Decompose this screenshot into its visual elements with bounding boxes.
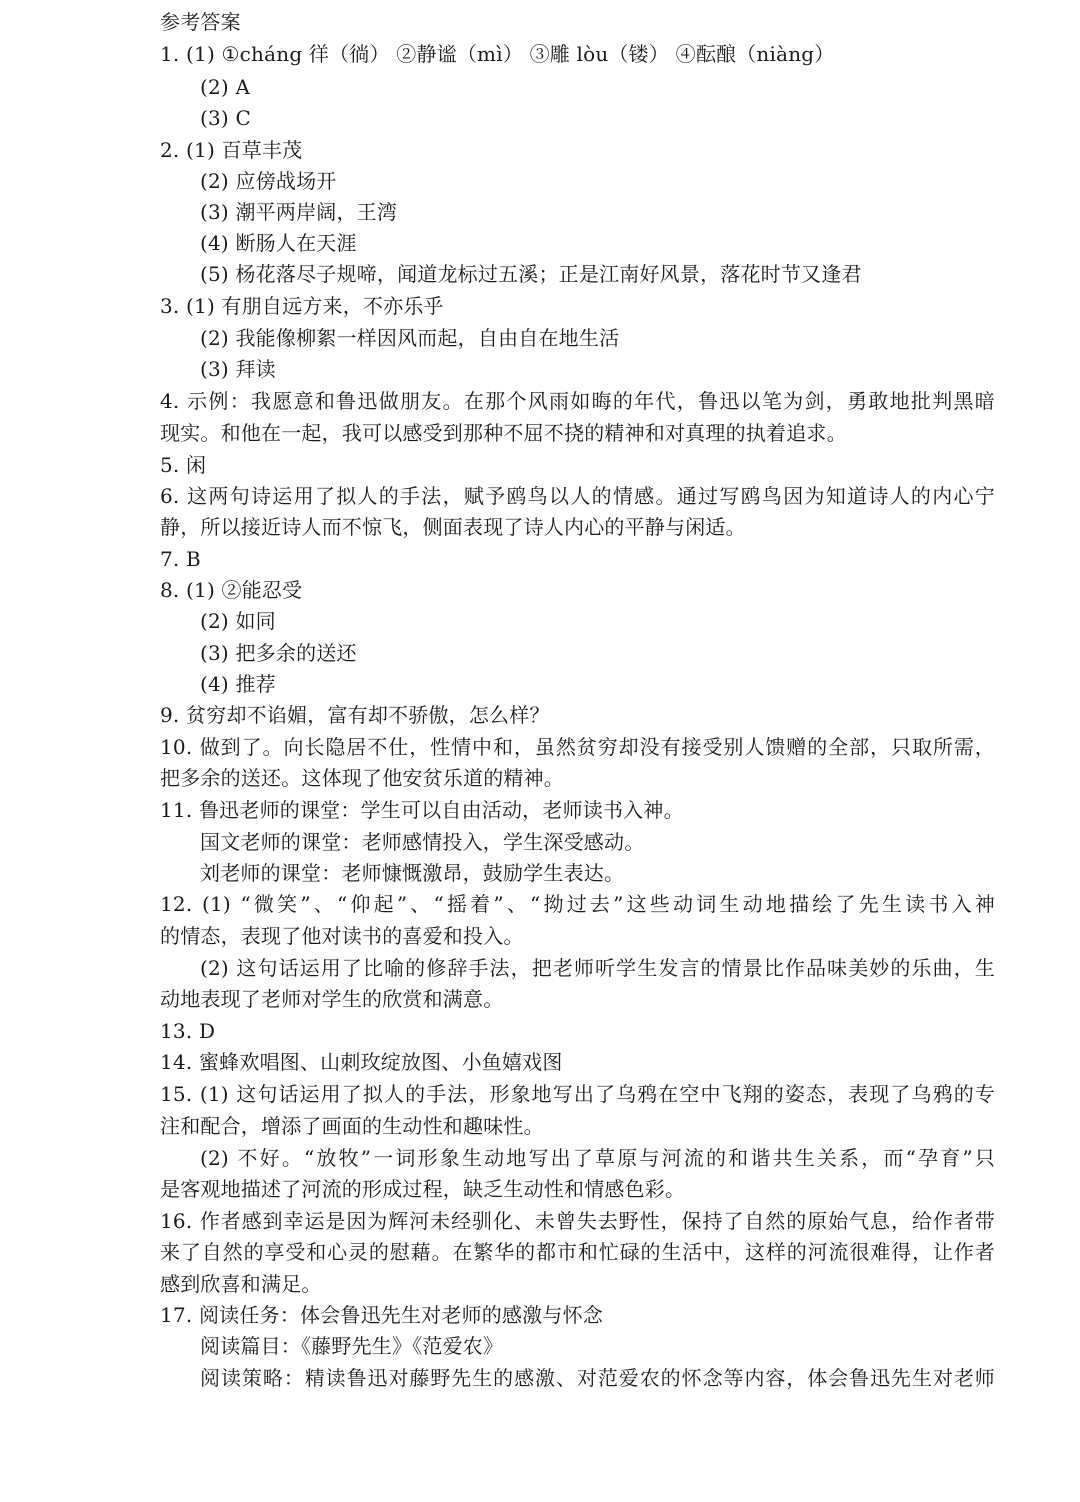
answer-line: (5) 杨花落尽子规啼，闻道龙标过五溪；正是江南好风景，落花时节又逢君 <box>200 262 862 286</box>
answer-line: (2) 应傍战场开 <box>200 169 337 193</box>
answer-line: 的情态，表现了他对读书的喜爱和投入。 <box>160 924 524 948</box>
answer-line: (2) 不好。“放牧”一词形象生动地写出了草原与河流的和谐共生关系，而“孕育”只 <box>200 1146 995 1170</box>
answer-line: 来了自然的享受和心灵的慰藉。在繁华的都市和忙碌的生活中，这样的河流很难得，让作者 <box>160 1240 995 1264</box>
answer-line: 阅读篇目：《藤野先生》《范爱农》 <box>200 1334 504 1358</box>
answer-line: (3) 拜读 <box>200 357 276 381</box>
answer-line: 4. 示例：我愿意和鲁迅做朋友。在那个风雨如晦的年代，鲁迅以笔为剑，勇敢地批判黑暗 <box>160 389 995 413</box>
answer-line: 阅读策略：精读鲁迅对藤野先生的感激、对范爱农的怀念等内容，体会鲁迅先生对老师 <box>200 1366 995 1390</box>
answer-line: (3) 把多余的送还 <box>200 641 357 665</box>
answer-line: (2) 这句话运用了比喻的修辞手法，把老师听学生发言的情景比作品味美妙的乐曲，生 <box>200 956 995 980</box>
answer-line: (2) A <box>200 75 251 99</box>
answer-line: 把多余的送还。这体现了他安贫乐道的精神。 <box>160 766 564 790</box>
answer-line: 2. (1) 百草丰茂 <box>160 138 303 162</box>
answer-line: 注和配合，增添了画面的生动性和趣味性。 <box>160 1114 544 1138</box>
answer-line: (4) 断肠人在天涯 <box>200 231 357 255</box>
answer-line: 11. 鲁迅老师的课堂：学生可以自由活动，老师读书入神。 <box>160 798 684 822</box>
answer-line: 14. 蜜蜂欢唱图、山刺玫绽放图、小鱼嬉戏图 <box>160 1050 563 1074</box>
answer-line: (2) 我能像柳絮一样因风而起，自由自在地生活 <box>200 326 620 350</box>
answer-line: (4) 推荐 <box>200 672 276 696</box>
answer-line: (3) C <box>200 106 251 130</box>
answer-line: 9. 贫穷却不谄媚，富有却不骄傲，怎么样？ <box>160 703 550 727</box>
answer-line: 13. D <box>160 1019 216 1043</box>
answer-line: 6. 这两句诗运用了拟人的手法，赋予鸥鸟以人的情感。通过写鸥鸟因为知道诗人的内心宁 <box>160 484 995 508</box>
answer-line: 感到欣喜和满足。 <box>160 1272 322 1296</box>
answer-line: 现实。和他在一起，我可以感受到那种不屈不挠的精神和对真理的执着追求。 <box>160 421 847 445</box>
answer-line: 5. 闲 <box>160 453 207 477</box>
answer-line: 8. (1) ②能忍受 <box>160 578 303 602</box>
answer-line: 3. (1) 有朋自远方来，不亦乐乎 <box>160 294 444 318</box>
answer-line: 7. B <box>160 547 201 571</box>
answer-line: 1. (1) ①cháng 徉（徜） ②静谧（mì） ③雕 lòu（镂） ④酝酿（niàng） <box>160 42 835 66</box>
answer-line: 10. 做到了。向长隐居不仕，性情中和，虽然贫穷却没有接受别人馈赠的全部，只取所需， <box>160 735 995 759</box>
answer-line: 16. 作者感到幸运是因为辉河未经驯化、未曾失去野性，保持了自然的原始气息，给作者带 <box>160 1209 995 1233</box>
answer-line: 12. (1) “微笑”、“仰起”、“摇着”、“拗过去”这些动词生动地描绘了先生读书入神 <box>160 892 995 916</box>
answer-line: 国文老师的课堂：老师感情投入，学生深受感动。 <box>200 830 645 854</box>
answer-line: 静，所以接近诗人而不惊飞，侧面表现了诗人内心的平静与闲适。 <box>160 515 746 539</box>
answer-line: 是客观地描述了河流的形成过程，缺乏生动性和情感色彩。 <box>160 1177 686 1201</box>
answer-line: (2) 如同 <box>200 609 276 633</box>
answer-line: (3) 潮平两岸阔，王湾 <box>200 200 398 224</box>
answer-line: 刘老师的课堂：老师慷慨激昂，鼓励学生表达。 <box>200 861 625 885</box>
answer-line: 17. 阅读任务：体会鲁迅先生对老师的感激与怀念 <box>160 1303 603 1327</box>
answer-line: 动地表现了老师对学生的欣赏和满意。 <box>160 987 504 1011</box>
answer-line: 15. (1) 这句话运用了拟人的手法，形象地写出了乌鸦在空中飞翔的姿态，表现了乌鸦的专 <box>160 1082 995 1106</box>
page-title: 参考答案 <box>160 10 241 34</box>
